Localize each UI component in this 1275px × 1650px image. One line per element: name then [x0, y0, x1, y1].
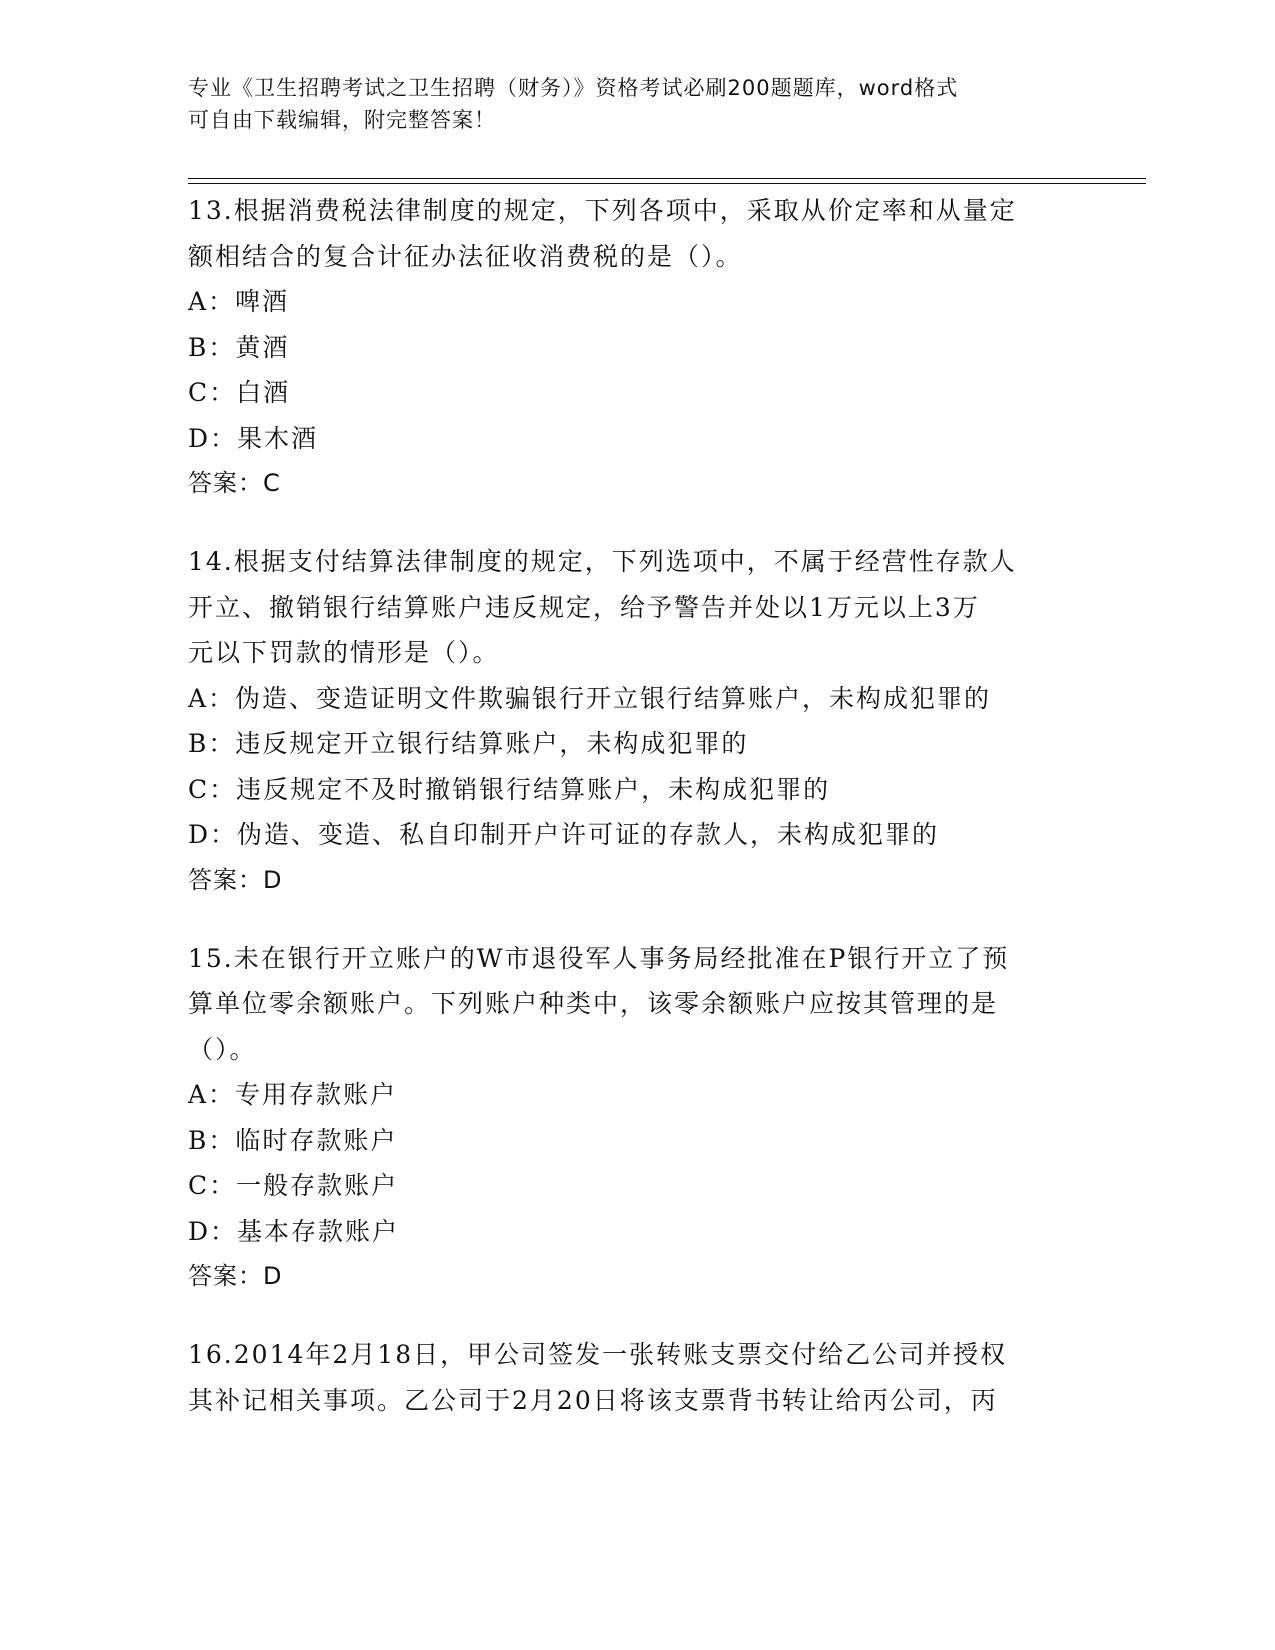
option-b: B：临时存款账户	[188, 1125, 398, 1155]
option-c: C：违反规定不及时撤销银行结算账户，未构成犯罪的	[188, 774, 831, 804]
stem-line: 其补记相关事项。乙公司于2月20日将该支票背书转让给丙公司，丙	[188, 1385, 998, 1415]
option-c: C：一般存款账户	[188, 1171, 399, 1200]
question-16	[188, 1332, 1088, 1423]
option-d: D：伪造、变造、私自印制开户许可证的存款人，未构成犯罪的	[188, 820, 940, 849]
document-header	[188, 72, 1068, 136]
question-list	[188, 188, 1088, 1456]
header-line-2: 可自由下载编辑，附完整答案！	[188, 108, 496, 132]
answer-line: 答案：C	[188, 469, 281, 497]
answer-line: 答案：D	[188, 1262, 283, 1290]
stem-line: 元以下罚款的情形是（）。	[188, 638, 500, 667]
question-stem	[188, 1332, 1088, 1423]
stem-line: （）。	[188, 1034, 257, 1064]
option-a: A：专用存款账户	[188, 1080, 398, 1109]
stem-line: 15.未在银行开立账户的W市退役军人事务局经批准在P银行开立了预	[188, 943, 1010, 973]
stem-line: 16.2014年2月18日，甲公司签发一张转账支票交付给乙公司并授权	[188, 1340, 1008, 1369]
option-a: A：啤酒	[188, 287, 290, 316]
option-d: D：果木酒	[188, 423, 319, 453]
option-b: B：违反规定开立银行结算账户，未构成犯罪的	[188, 729, 749, 758]
question-13	[188, 188, 1088, 506]
option-d: D：基本存款账户	[188, 1216, 400, 1246]
question-14	[188, 539, 1088, 903]
answer-line: 答案：D	[188, 865, 283, 894]
option-a: A：伪造、变造证明文件欺骗银行开立银行结算账户，未构成犯罪的	[188, 683, 992, 713]
stem-line: 算单位零余额账户。下列账户种类中，该零余额账户应按其管理的是	[188, 989, 999, 1018]
stem-line: 14.根据支付结算法律制度的规定，下列选项中，不属于经营性存款人	[188, 547, 1017, 576]
option-c: C：白酒	[188, 378, 291, 407]
stem-line: 开立、撤销银行结算账户违反规定，给予警告并处以1万元以上3万	[188, 592, 980, 622]
question-stem	[188, 188, 1088, 279]
header-divider-bottom	[188, 183, 1146, 184]
question-stem	[188, 936, 1088, 1073]
stem-line: 13.根据消费税法律制度的规定，下列各项中，采取从价定率和从量定	[188, 196, 1017, 225]
question-stem	[188, 539, 1088, 676]
stem-line: 额相结合的复合计征办法征收消费税的是（）。	[188, 241, 743, 271]
header-divider-top	[188, 178, 1146, 179]
question-15	[188, 936, 1088, 1300]
header-line-1: 专业《卫生招聘考试之卫生招聘（财务）》资格考试必刷200题题库，word格式	[188, 76, 959, 100]
option-b: B：黄酒	[188, 332, 290, 362]
